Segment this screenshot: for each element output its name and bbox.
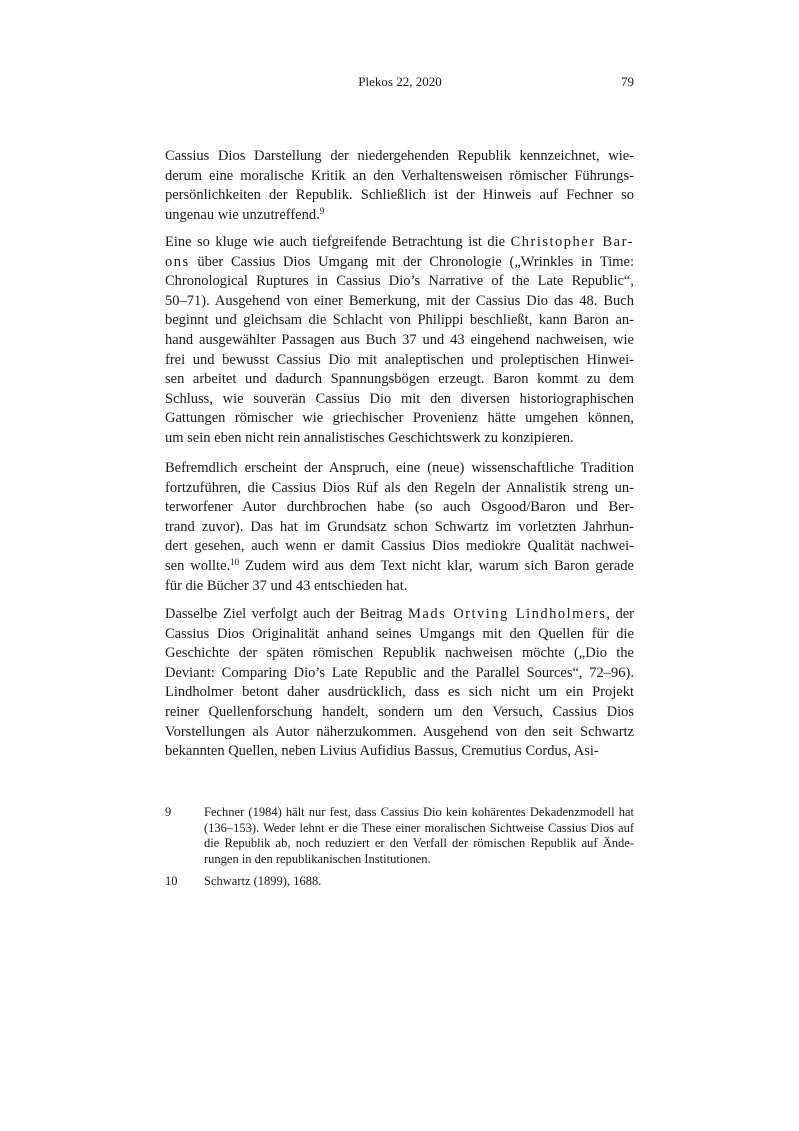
- text-line: dert gesehen, auch wenn er damit Cassius Dios mediokre Qualität nachwei-: [165, 538, 634, 555]
- text-run: Eine so kluge wie auch tiefgreifende Betrachtung ist die: [165, 234, 511, 250]
- text-run: über Cassius Dios Umgang mit der Chronologie („Wrinkles in Time:: [189, 253, 634, 270]
- text-line: für die Bücher 37 und 43 entschieden hat.: [165, 577, 408, 594]
- text-line: [165, 605, 634, 625]
- text-line: Gattungen römischer wie griechischer Provenienz hätte umgehen können,: [165, 410, 634, 427]
- footnote-text: [204, 874, 634, 890]
- text-line: Schwartz (1899), 1688.: [204, 874, 322, 888]
- text-line: rungen in den republikanischen Institutionen.: [204, 851, 431, 866]
- text-line: reiner Quellenforschung handelt, sondern um den Versuch, Cassius Dios: [165, 703, 634, 720]
- text-line: [165, 206, 634, 226]
- footnote-text: [204, 805, 634, 867]
- text-line: bekannten Quellen, neben Livius Aufidius Bassus, Cremutius Cordus, Asi-: [165, 743, 599, 760]
- text-line: [165, 557, 634, 577]
- text-line: Cassius Dios Originalität anhand seines Umgangs mit den Quellen für die: [165, 625, 634, 642]
- text-line: fortzuführen, die Cassius Dios Ruf als den Regeln der Annalistik streng un-: [165, 479, 634, 496]
- text-line: sen arbeitet und dadurch Spannungsbögen erzeugt. Baron kommt zu dem: [165, 371, 634, 388]
- author-name: Christopher Bar-: [510, 234, 634, 250]
- author-name: ons: [165, 253, 190, 270]
- text-line: hand ausgewählter Passagen aus Buch 37 und 43 eingehend nachweisen, wie: [165, 331, 634, 348]
- text-line: [165, 253, 634, 273]
- text-line: um sein eben nicht rein annalistisches Geschichtswerk zu konzipieren.: [165, 429, 574, 446]
- page-number: 79: [621, 74, 634, 89]
- paragraph: [165, 605, 634, 762]
- footnote-marker[interactable]: 9: [319, 205, 325, 216]
- text-line: beginnt und gleichsam die Schlacht von Philippi beschließt, kann Baron an-: [165, 312, 634, 329]
- text-line: die Republik ab, noch reduziert er den Verfall der römischen Republik auf Ände-: [204, 836, 634, 850]
- text-line: Cassius Dios Darstellung der niedergehenden Republik kennzeichnet, wie-: [165, 148, 634, 164]
- text-line: Befremdlich erscheint der Anspruch, eine (neue) wissenschaftliche Tradition: [165, 460, 634, 476]
- footnote-marker[interactable]: 10: [230, 556, 240, 567]
- text-run: , der: [606, 606, 634, 622]
- text-run: Zudem wird aus dem Text nicht klar, warum sich Baron gerade: [239, 557, 634, 574]
- text-line: Geschichte der späten römischen Republik nachweisen möchte („Dio the: [165, 645, 634, 662]
- text-line: Chronological Ruptures in Cassius Dio’s Narrative of the Late Republic“,: [165, 273, 634, 290]
- running-header-title: Plekos 22, 2020: [358, 74, 442, 89]
- text-line: terworfener Autor durchbrochen habe (so auch Osgood/Baron und Ber-: [165, 499, 634, 516]
- text-line: (136–153). Weder lehnt er die These einer moralischen Sichtweise Cassius Dios auf: [204, 820, 634, 835]
- paragraph: [165, 459, 634, 596]
- text-run: ungenau wie unzutreffend.: [165, 206, 320, 223]
- text-line: persönlichkeiten der Republik. Schließlich ist der Hinweis auf Fechner so: [165, 187, 634, 204]
- footnote-number: 9: [165, 805, 172, 819]
- paragraph: [165, 233, 634, 449]
- text-line: 50–71). Ausgehend von einer Bemerkung, mit der Cassius Dio das 48. Buch: [165, 292, 634, 309]
- text-line: Vorstellungen als Autor näherzukommen. Ausgehend von den seit Schwartz: [165, 723, 634, 740]
- text-line: trand zuvor). Das hat im Grundsatz schon Schwartz im vorletzten Jahrhun-: [165, 518, 634, 535]
- text-line: Deviant: Comparing Dio’s Late Republic and the Parallel Sources“, 72–96).: [165, 664, 634, 681]
- text-line: derum eine moralische Kritik an den Verhaltensweisen römischer Führungs-: [165, 167, 634, 184]
- footnote: [165, 805, 634, 867]
- footnote: [165, 874, 634, 890]
- text-line: [165, 233, 634, 253]
- text-run: sen wollte.: [165, 557, 231, 574]
- text-line: frei und bewusst Cassius Dio mit analeptischen und proleptischen Hinwei-: [165, 351, 634, 368]
- text-line: Schluss, wie souverän Cassius Dio mit den diversen historiographischen: [165, 390, 634, 407]
- text-line: Lindholmer betont daher ausdrücklich, dass es sich nicht um ein Projekt: [165, 684, 634, 701]
- text-line: Fechner (1984) hält nur fest, dass Cassius Dio kein kohärentes Dekadenzmodell hat: [204, 805, 634, 819]
- paragraph: [165, 147, 634, 225]
- text-run: Dasselbe Ziel verfolgt auch der Beitrag: [165, 606, 408, 622]
- footnote-number: 10: [165, 874, 178, 888]
- author-name: Mads Ortving Lindholmers: [408, 606, 607, 622]
